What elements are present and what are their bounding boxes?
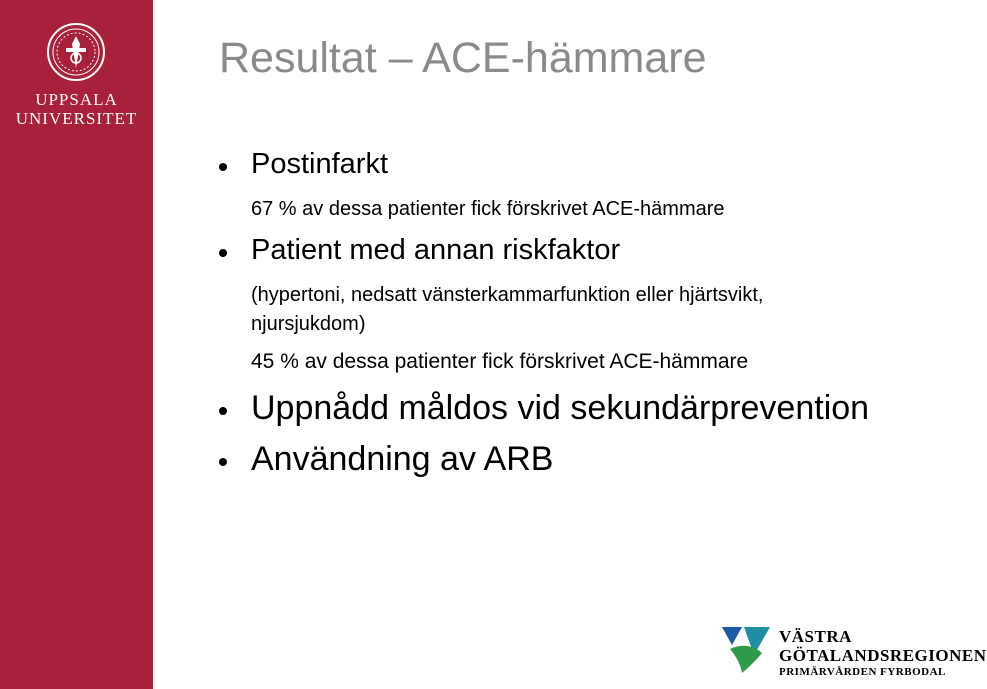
logo-line1: VÄSTRA: [779, 627, 852, 646]
sidebar: [0, 0, 153, 689]
logo-line2: GÖTALANDSREGIONEN: [779, 646, 987, 665]
item-heading: Användning av ARB: [251, 440, 554, 478]
region-logo: [720, 623, 987, 683]
bullet-icon: [219, 458, 227, 466]
item-detail: (hypertoni, nedsatt vänsterkammarfunktion eller hjärtsvikt,: [251, 284, 764, 306]
logo-line3: PRIMÄRVÅRDEN FYRBODAL: [779, 666, 946, 678]
university-name-line2: UNIVERSITET: [15, 109, 138, 128]
item-heading: Postinfarkt: [251, 148, 388, 180]
item-detail: 67 % av dessa patienter fick förskrivet ACE-hämmare: [251, 198, 725, 220]
region-logo-icon: [720, 623, 776, 677]
bullet-icon: [219, 407, 227, 415]
bullet-icon: [219, 163, 227, 171]
item-heading: Uppnådd måldos vid sekundärprevention: [251, 389, 870, 427]
item-detail: njursjukdom): [251, 313, 366, 335]
university-seal-icon: [46, 22, 106, 82]
slide-title: Resultat – ACE-hämmare: [219, 34, 707, 82]
item-heading: Patient med annan riskfaktor: [251, 234, 621, 266]
item-detail: 45 % av dessa patienter fick förskrivet ACE-hämmare: [251, 350, 749, 373]
bullet-icon: [219, 249, 227, 257]
university-name-line1: UPPSALA: [35, 90, 118, 109]
